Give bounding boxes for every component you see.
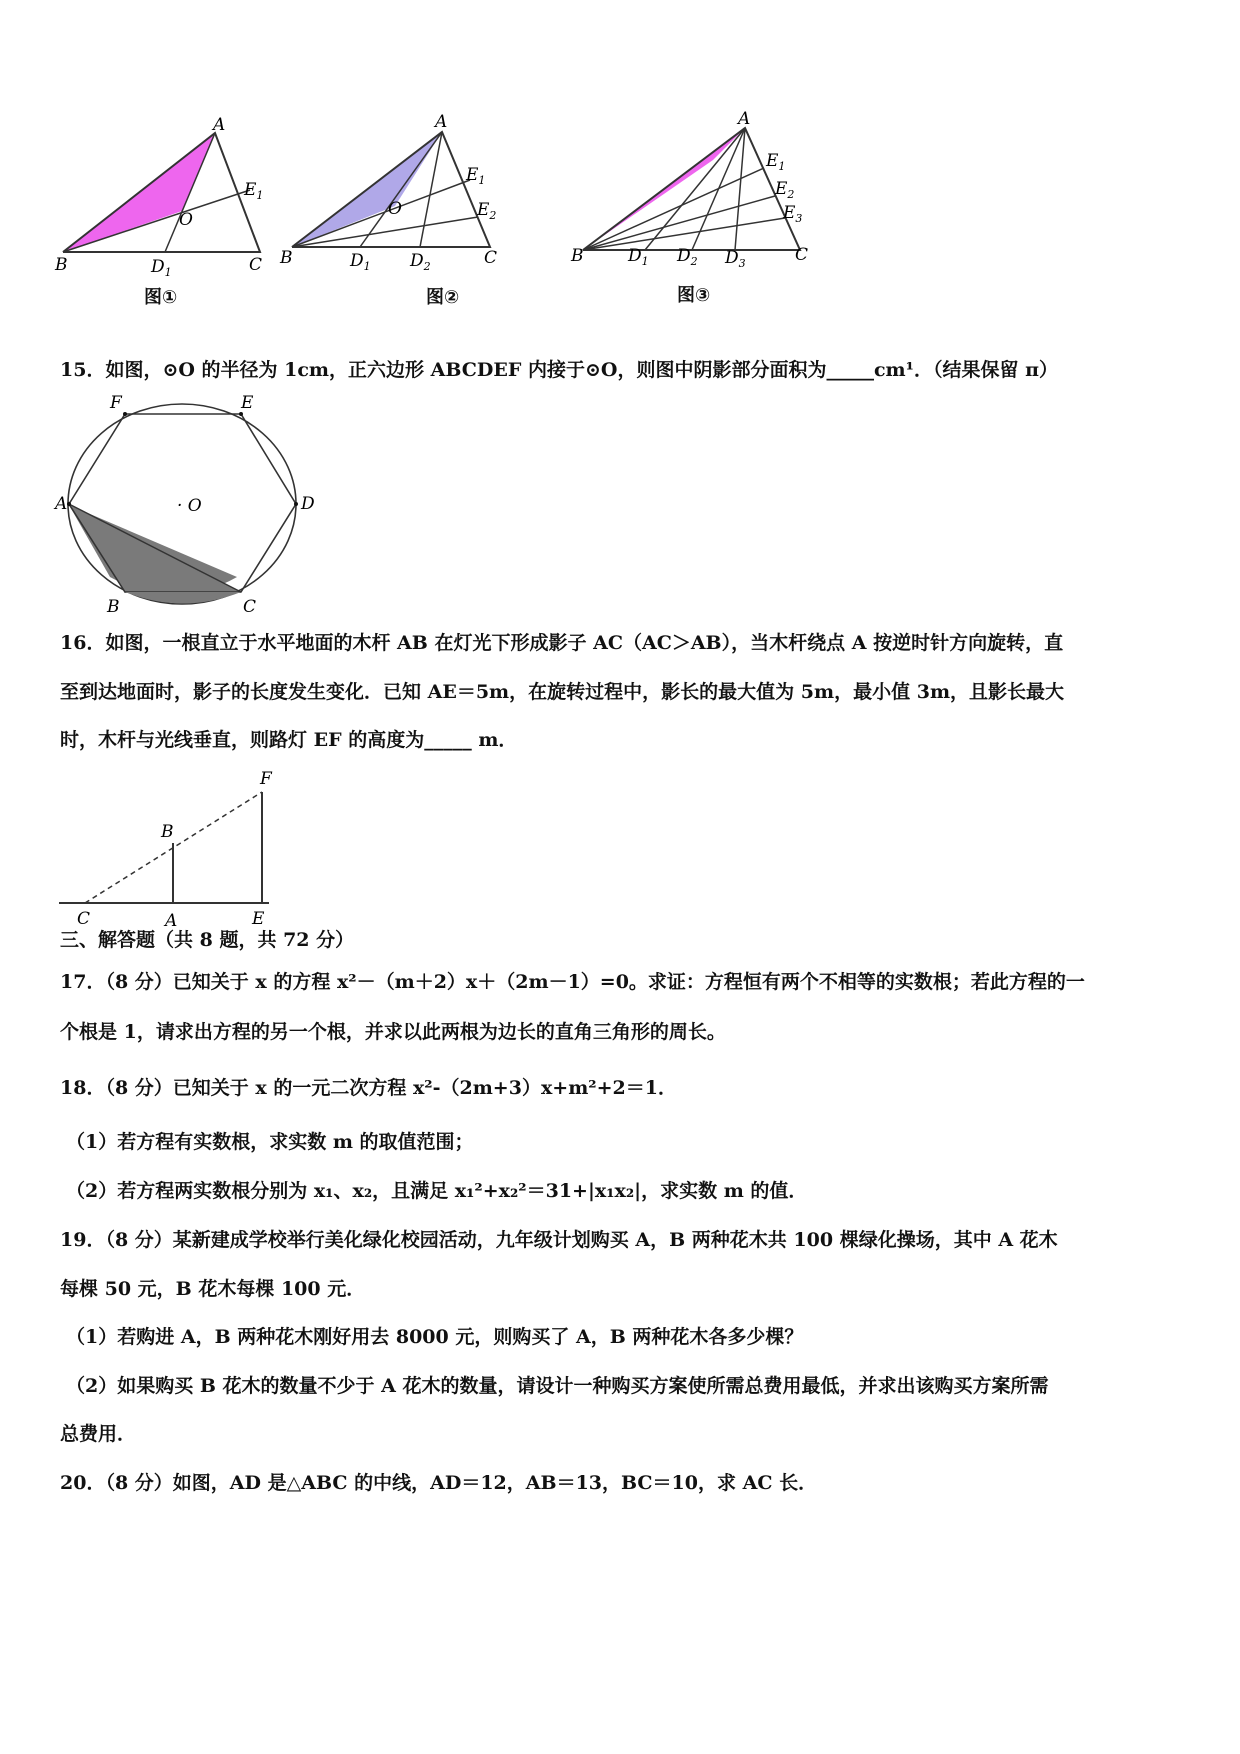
- label-A: A: [165, 911, 178, 931]
- label-E3: $E_3$: [783, 203, 803, 225]
- question-19-line-2: 每棵 50 元，B 花木每棵 100 元．: [60, 1278, 366, 1300]
- label-B: B: [280, 248, 293, 268]
- label-O: O: [388, 199, 402, 219]
- label-C: C: [484, 248, 498, 268]
- question-16-line-2: 至到达地面时，影子的长度发生变化．已知 AE＝5m，在旋转过程中，影长的最大值为 5m，最小值 3m，且影长最大: [60, 681, 1065, 703]
- question-18-part-2: （2）若方程两实数根分别为 x₁、x₂，且满足 x₁²+x₂²＝31+|x₁x₂|，求实数 m 的值．: [66, 1180, 808, 1202]
- label-D1: $D_1$: [151, 257, 172, 279]
- figure-2-caption: 图②: [426, 287, 460, 308]
- figure-3: [571, 108, 825, 303]
- label-E1: $E_1$: [766, 151, 786, 173]
- label-E2: $E_2$: [775, 179, 795, 201]
- label-D2: $D_2$: [410, 251, 431, 273]
- label-B: B: [55, 255, 68, 275]
- label-D3: $D_3$: [725, 248, 746, 270]
- label-E: E: [241, 393, 254, 413]
- figure-3-caption: 图③: [677, 285, 711, 306]
- label-B: B: [107, 597, 120, 617]
- question-17-line-1: 17．（8 分）已知关于 x 的方程 x²－（m＋2）x＋（2m－1）=0。求证：方程恒有两个不相等的实数根；若此方程的一: [60, 971, 1085, 993]
- question-19-line-1: 19．（8 分）某新建成学校举行美化绿化校园活动，九年级计划购买 A，B 两种花木共 100 棵绿化操场，其中 A 花木: [60, 1229, 1058, 1251]
- question-17-line-2: 个根是 1，请求出方程的另一个根，并求以此两根为边长的直角三角形的周长。: [60, 1021, 726, 1043]
- label-C: C: [77, 909, 91, 929]
- label-A: A: [738, 109, 751, 129]
- question-16-line-3: 时，木杆与光线垂直，则路灯 EF 的高度为_____ m．: [60, 729, 518, 751]
- label-E2: $E_2$: [477, 200, 497, 222]
- question-19-part-2a: （2）如果购买 B 花木的数量不少于 A 花木的数量，请设计一种购买方案使所需总费用最低，并求出该购买方案所需: [66, 1375, 1049, 1397]
- label-C: C: [795, 245, 809, 265]
- question-18-part-1: （1）若方程有实数根，求实数 m 的取值范围；: [66, 1131, 474, 1153]
- question-15: 15．如图，⊙O 的半径为 1cm，正六边形 ABCDEF 内接于⊙O，则图中阴影部分面积为_____cm¹．（结果保留 π）: [60, 359, 1058, 381]
- label-E1: $E_1$: [244, 180, 264, 202]
- label-B: B: [571, 246, 584, 266]
- label-D2: $D_2$: [677, 246, 698, 268]
- label-D1: $D_1$: [628, 246, 649, 268]
- label-A: A: [435, 112, 448, 132]
- question-18-line-1: 18．（8 分）已知关于 x 的一元二次方程 x²-（2m+3）x+m²+2＝1．: [60, 1077, 677, 1099]
- label-E1: $E_1$: [466, 165, 486, 187]
- label-A: A: [213, 115, 226, 135]
- label-C: C: [249, 255, 263, 275]
- label-A: A: [55, 494, 68, 514]
- label-F: F: [110, 393, 122, 413]
- label-O: O: [179, 210, 193, 230]
- figure-q16-lamp: [55, 760, 285, 935]
- label-O: · O: [177, 496, 202, 516]
- label-D: D: [301, 494, 315, 514]
- question-19-part-1: （1）若购进 A，B 两种花木刚好用去 8000 元，则购买了 A，B 两种花木各多少棵？: [66, 1326, 804, 1348]
- label-E: E: [252, 909, 265, 929]
- question-19-part-2b: 总费用．: [60, 1423, 137, 1445]
- figure-1-caption: 图①: [144, 287, 178, 308]
- label-D1: $D_1$: [350, 251, 371, 273]
- question-16-line-1: 16．如图，一根直立于水平地面的木杆 AB 在灯光下形成影子 AC（AC＞AB），当木杆绕点 A 按逆时针方向旋转，直: [60, 632, 1064, 654]
- figure-2: [280, 110, 520, 310]
- figure-q15-hexagon: [55, 390, 325, 620]
- label-C: C: [243, 597, 257, 617]
- question-20-line-1: 20．（8 分）如图，AD 是△ABC 的中线，AD＝12，AB＝13，BC＝10，求 AC 长．: [60, 1472, 818, 1494]
- label-B: B: [161, 822, 174, 842]
- section-heading: 三、解答题（共 8 题，共 72 分）: [60, 929, 355, 951]
- label-F: F: [260, 769, 272, 789]
